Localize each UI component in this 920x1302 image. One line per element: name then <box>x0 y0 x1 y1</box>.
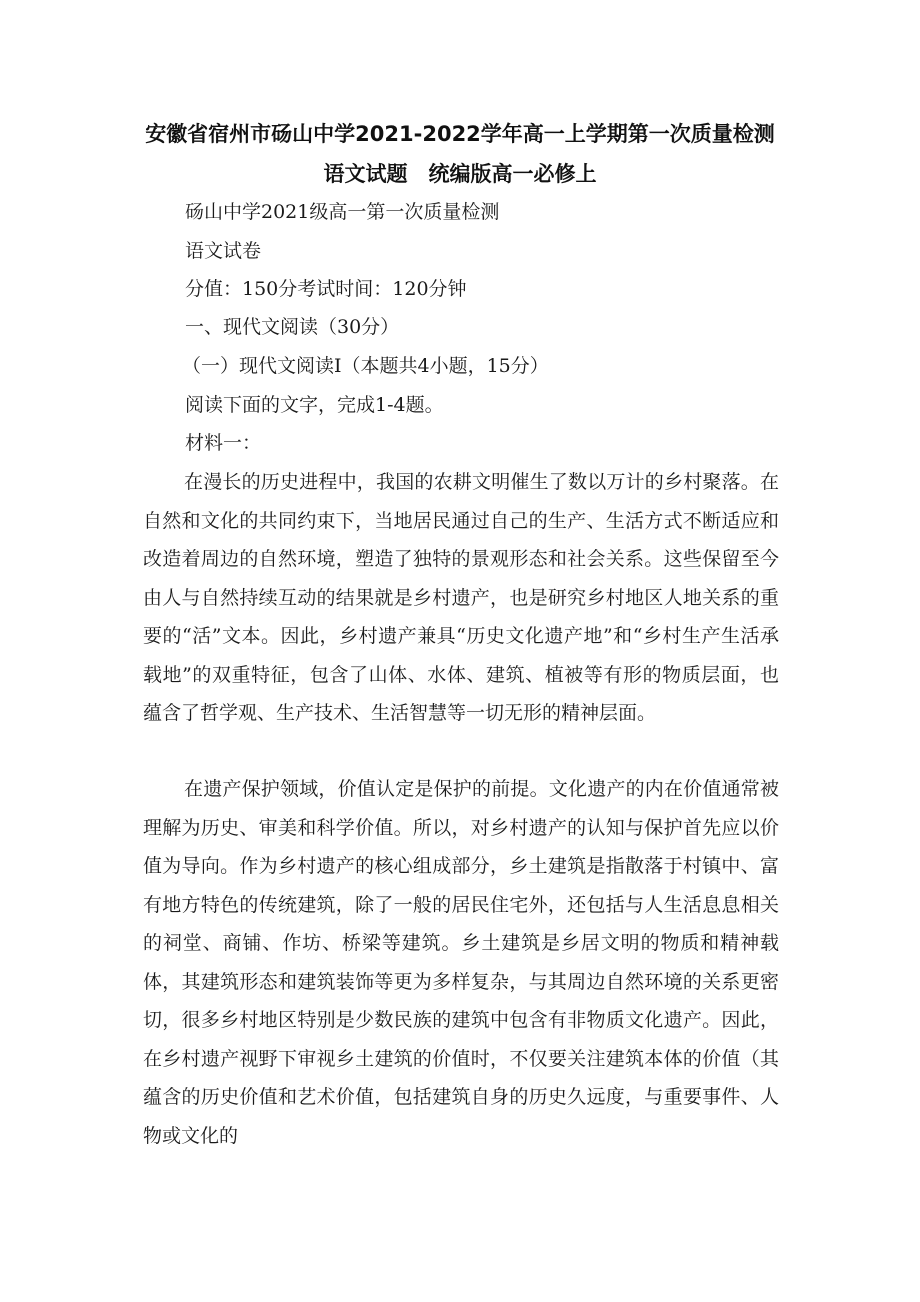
subsection-heading: （一）现代文阅读Ⅰ（本题共4小题，15分） <box>182 355 549 377</box>
reading-instruction: 阅读下面的文字，完成1-4题。 <box>185 394 444 416</box>
material-label: 材料一： <box>185 432 262 454</box>
body-paragraph: 在漫长的历史进程中，我国的农耕文明催生了数以万计的乡村聚落。在自然和文化的共同约束下，当地居民通过自己的生产、生活方式不断适应和改造着周边的自然环境，塑造了独特的景观形态和社会关系。这些保留至今由人与自然持续互动的结果就是乡村遗产，也是研究乡村地区人地关系的重要的“活”文本。因此，乡村遗产兼具“历史文化遗产地”和“乡村生产生活承载地”的双重特征，包含了山体、水体、建筑、植被等有形的物质层面，也蕴含了哲学观、生产技术、生活智慧等一切无形的精神层面。 <box>143 471 779 724</box>
exam-subject: 语文试卷 <box>185 240 262 262</box>
section-heading: 一、现代文阅读（30分） <box>185 316 400 338</box>
document-subtitle: 语文试题 统编版高一必修上 <box>323 162 597 186</box>
exam-score-time: 分值：150分考试时间：120分钟 <box>185 278 467 300</box>
exam-heading: 砀山中学2021级高一第一次质量检测 <box>185 201 500 223</box>
body-paragraph: 在遗产保护领域，价值认定是保护的前提。文化遗产的内在价值通常被理解为历史、审美和科学价值。所以，对乡村遗产的认知与保护首先应以价值为导向。作为乡村遗产的核心组成部分，乡土建筑是指散落于村镇中、富有地方特色的传统建筑，除了一般的居民住宅外，还包括与人生活息息相关的祠堂、商铺、作坊、桥梁等建筑。乡土建筑是乡居文明的物质和精神载体，其建筑形态和建筑装饰等更为多样复杂，与其周边自然环境的关系更密切，很多乡村地区特别是少数民族的建筑中包含有非物质文化遗产。因此，在乡村遗产视野下审视乡土建筑的价值时，不仅要关注建筑本体的价值（其蕴含的历史价值和艺术价值，包括建筑自身的历史久远度，与重要事件、人物或文化的 <box>143 778 779 1147</box>
document-title: 安徽省宿州市砀山中学2021-2022学年高一上学期第一次质量检测 <box>145 122 775 146</box>
